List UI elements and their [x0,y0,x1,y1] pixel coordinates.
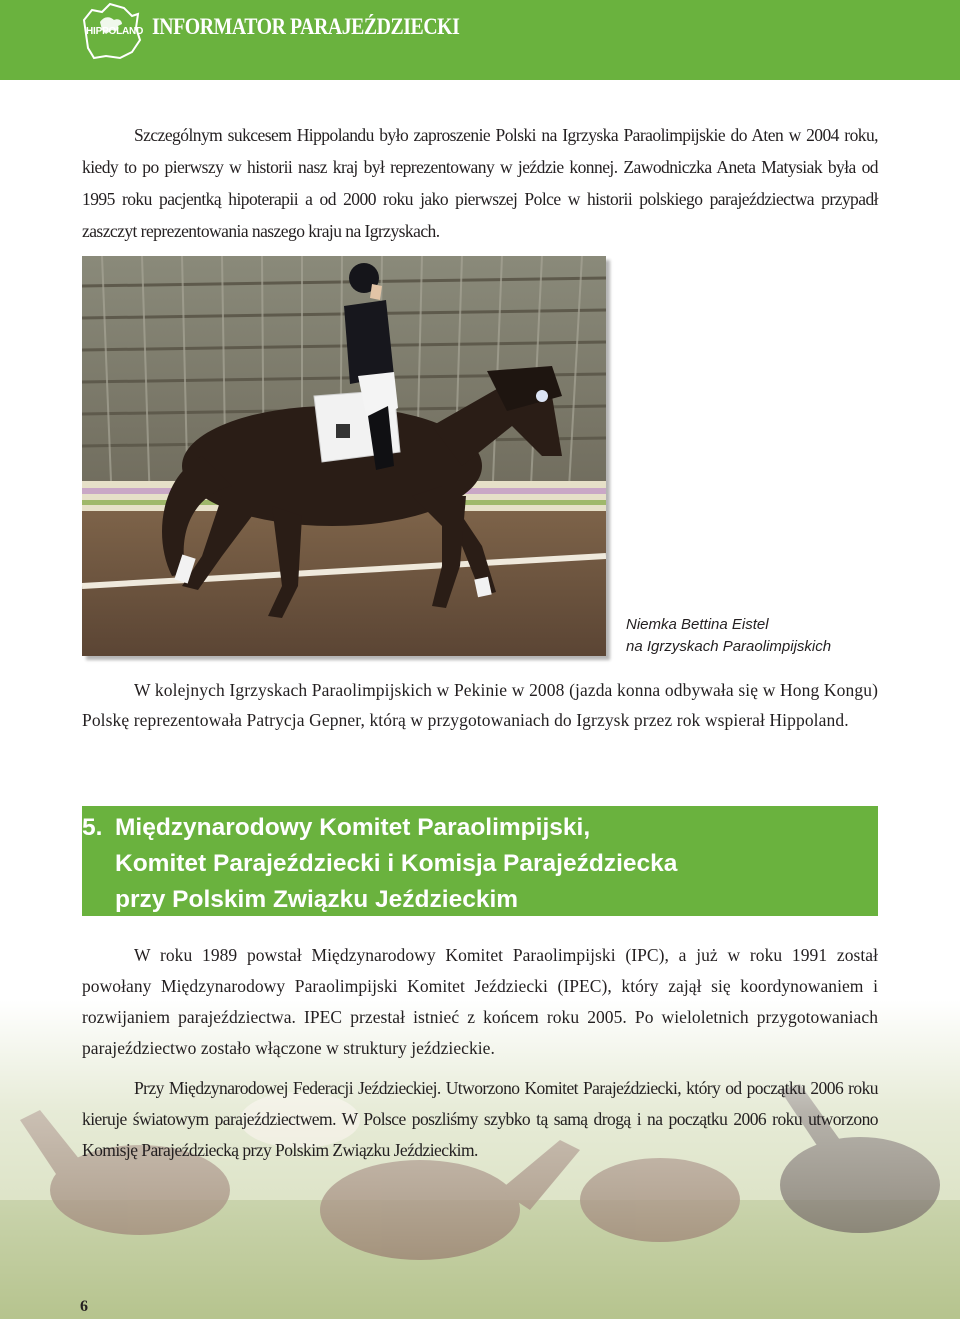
paragraph-2: W kolejnych Igrzyskach Paraolimpijskich w Pekinie w 2008 (jazda konna odbywała się w Hong Kongu) Polskę reprezentowała Patrycja Gepner, którą w przygotowaniach do Igrzysk przez rok wspierał Hippoland. [82,680,878,730]
page-number: 6 [80,1298,88,1315]
paragraph-1: Szczególnym sukcesem Hippolandu było zaproszenie Polski na Igrzyska Paraolimpijskie do Aten w 2004 roku, kiedy to po pierwszy w historii nasz kraj był reprezentowany w jeździe konnej. Zawodniczka Aneta Matysiak była od 1995 roku pacjentką hipoterapii a od 2000 roku jako pierwszej Polce w historii polskiego parajeździectwa przypadł zaszczyt reprezentowania naszego kraju na Igrzyskach. [82,125,878,241]
dressage-photo [82,256,606,656]
section-number: 5. [82,814,103,841]
paragraph-4: Przy Międzynarodowej Federacji Jeździeckiej. Utworzono Komitet Parajeździecki, który od początku 2006 roku kieruje światowym parajeździectwem. W Polsce poszliśmy szybko tą samą drogą i na początku 2006 roku utworzono Komisję Parajeździecką przy Polskim Związku Jeździeckim. [82,1078,878,1160]
logo-text: HIPPOLAND [86,26,144,37]
caption-line-2: na Igrzyskach Paraolimpijskich [626,638,832,655]
paragraph-3: W roku 1989 powstał Międzynarodowy Komitet Paraolimpijski (IPC), a już w roku 1991 został powołany Międzynarodowy Paraolimpijski Komitet Jeździecki (IPEC), który zajął się koordynowaniem i rozwijaniem parajeździectwa. IPEC przestał istnieć z końcem roku 2005. Po wieloletnich przygotowaniach parajeździectwo zostało włączone w struktury jeździeckie. [82,945,878,1058]
dressage-photo-illustration [82,256,606,656]
section-heading [82,810,862,918]
caption-line-1: Niemka Bettina Eistel [626,616,769,633]
section-title-line-3: przy Polskim Związku Jeździeckim [115,886,519,913]
section-title-line-2: Komitet Parajeździecki i Komisja Parajeździecka [115,850,678,877]
section-title-line-1: Międzynarodowy Komitet Paraolimpijski, [115,814,591,841]
header-bar [0,0,960,80]
header-title: INFORMATOR PARAJEŹDZIECKI [152,14,460,39]
photo-caption [626,614,831,658]
